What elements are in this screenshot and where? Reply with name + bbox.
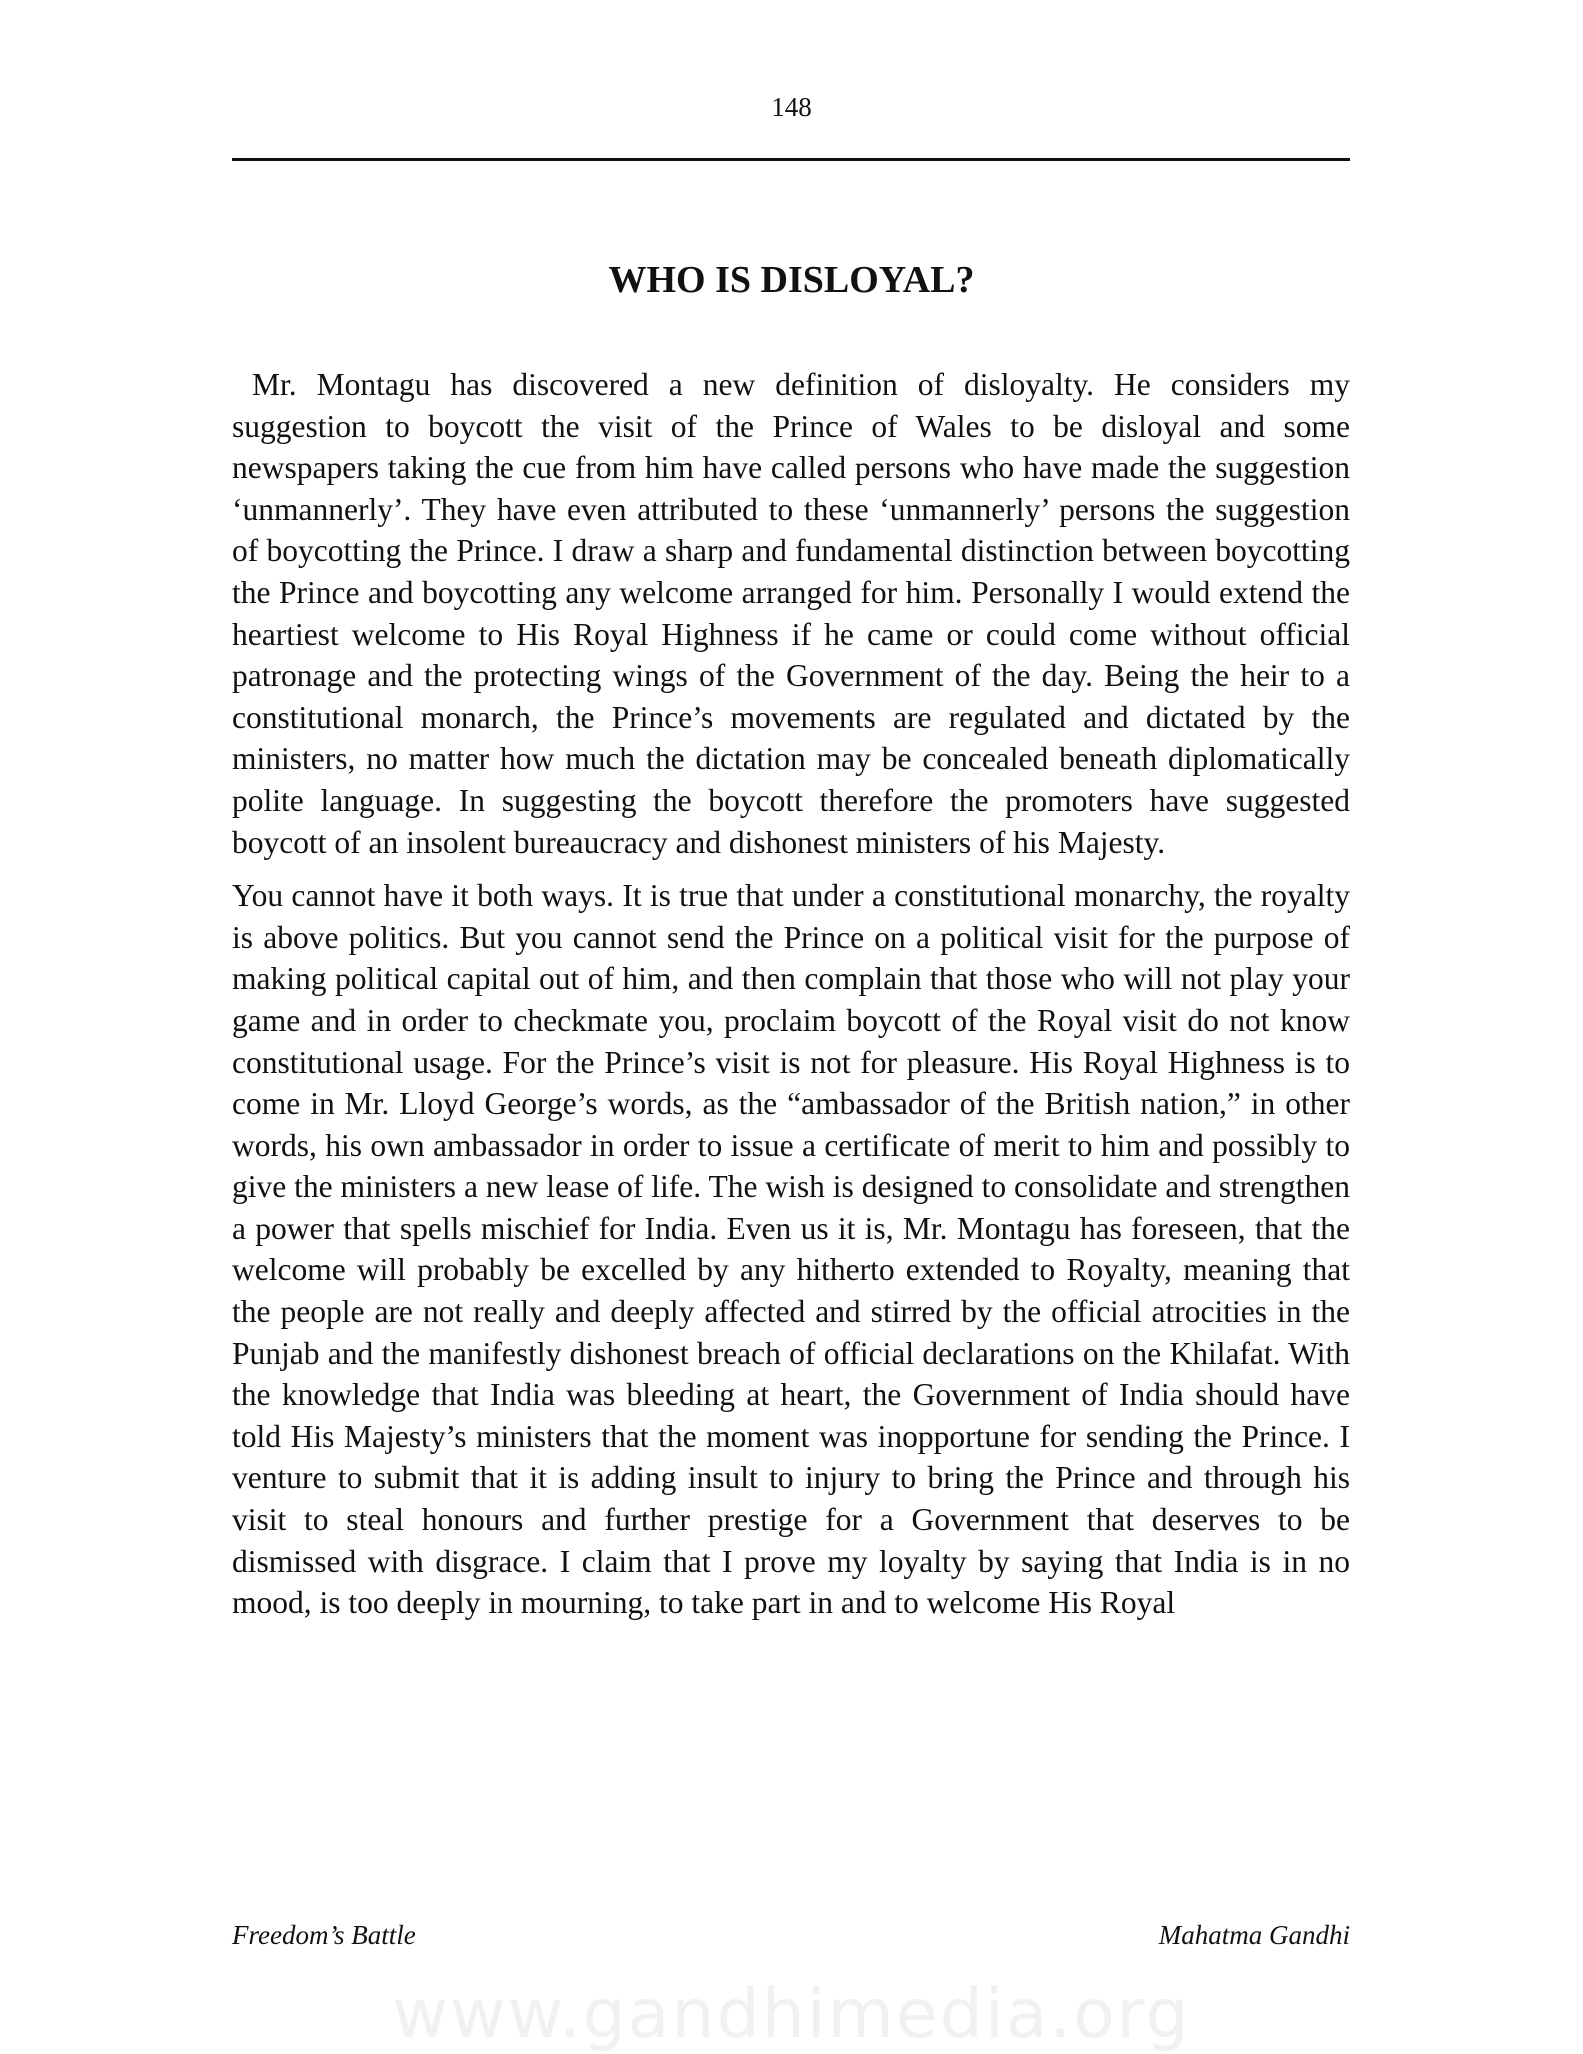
watermark: www.gandhimedia.org bbox=[392, 1975, 1191, 2054]
footer-book-title: Freedom’s Battle bbox=[232, 1920, 416, 1950]
paragraph-1: Mr. Montagu has discovered a new definition of disloyalty. He considers my suggestion to boycott the visit of the Prince of Wales to be disloyal and some newspapers taking the cue from him have called persons who have made the suggestion ‘unmannerly’. They have even attributed to these ‘unmannerly’ persons the suggestion of boycotting the Prince. I draw a sharp and fundamental distinction between boycotting the Prince and boycotting any welcome arranged for him. Personally I would extend the heartiest welcome to His Royal Highness if he came or could come without official patronage and the protecting wings of the Government of the day. Being the heir to a constitutional monarch, the Prince’s movements are regulated and dictated by the ministers, no matter how much the dictation may be concealed beneath diplomatically polite language. In suggesting the boycott therefore the promoters have suggested boycott of an insolent bureaucracy and dishonest ministers of his Majesty. bbox=[232, 367, 1350, 860]
article-title: WHO IS DISLOYAL? bbox=[608, 259, 975, 301]
article-body bbox=[232, 364, 1350, 1636]
paragraph-2: You cannot have it both ways. It is true that under a constitutional monarchy, the royalty is above politics. But you cannot send the Prince on a political visit for the purpose of making political capital out of him, and then complain that those who will not play your game and in order to checkmate you, proclaim boycott of the Royal visit do not know constitutional usage. For the Prince’s visit is not for pleasure. His Royal Highness is to come in Mr. Lloyd George’s words, as the “ambassador of the British nation,” in other words, his own ambassador in order to issue a certificate of merit to him and possibly to give the ministers a new lease of life. The wish is designed to consolidate and strengthen a power that spells mischief for India. Even us it is, Mr. Montagu has foreseen, that the welcome will probably be excelled by any hitherto extended to Royalty, meaning that the people are not really and deeply affected and stirred by the official atrocities in the Punjab and the manifestly dishonest breach of official declarations on the Khilafat. With the knowledge that India was bleeding at heart, the Government of India should have told His Majesty’s ministers that the moment was inopportune for sending the Prince. I venture to submit that it is adding insult to injury to bring the Prince and through his visit to steal honours and further prestige for a Government that deserves to be dismissed with disgrace. I claim that I prove my loyalty by saying that India is in no mood, is too deeply in mourning, to take part in and to welcome His Royal bbox=[232, 878, 1350, 1621]
footer-author: Mahatma Gandhi bbox=[1158, 1920, 1350, 1950]
page-number: 148 bbox=[771, 92, 812, 122]
header-rule bbox=[232, 158, 1350, 161]
